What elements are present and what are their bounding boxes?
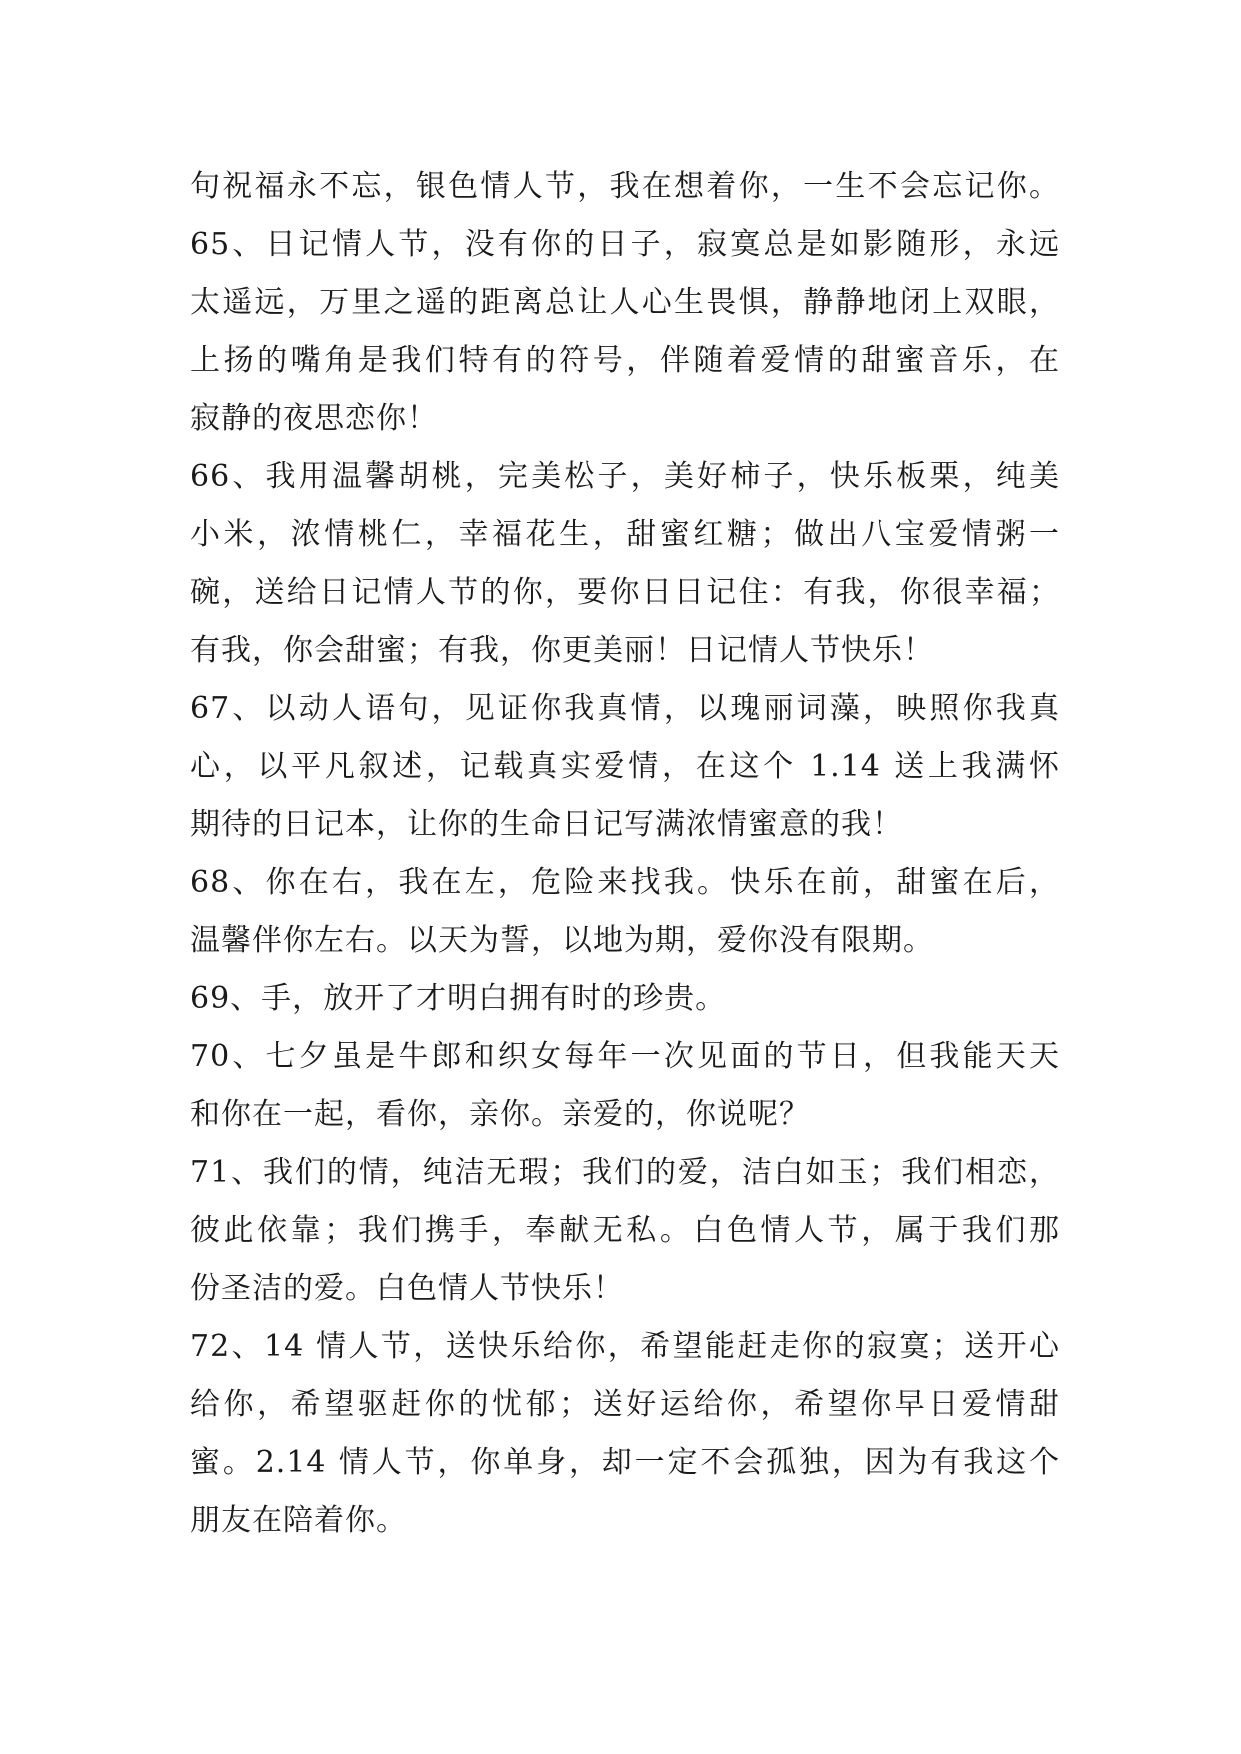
text-line: 朋友在陪着你。 [190,1503,407,1538]
text-line: 彼此依靠；我们携手，奉献无私。白色情人节，属于我们那 [190,1213,1060,1248]
text-line: 蜜。2.14 情人节，你单身，却一定不会孤独，因为有我这个 [190,1445,1060,1480]
text-line: 69、手，放开了才明白拥有时的珍贵。 [190,981,727,1016]
text-line: 65、日记情人节，没有你的日子，寂寞总是如影随形，永远 [190,227,1060,262]
text-line: 和你在一起，看你，亲你。亲爱的，你说呢？ [190,1097,810,1132]
text-line: 碗，送给日记情人节的你，要你日日记住：有我，你很幸福； [190,575,1060,610]
text-line: 小米，浓情桃仁，幸福花生，甜蜜红糖；做出八宝爱情粥一 [190,517,1060,552]
text-line: 太遥远，万里之遥的距离总让人心生畏惧，静静地闭上双眼， [190,285,1060,320]
text-line: 67、以动人语句，见证你我真情，以瑰丽词藻，映照你我真 [190,691,1060,726]
text-line: 给你，希望驱赶你的忧郁；送好运给你，希望你早日爱情甜 [190,1387,1060,1422]
text-line: 68、你在右，我在左，危险来找我。快乐在前，甜蜜在后， [190,865,1060,900]
text-line: 份圣洁的爱。白色情人节快乐！ [190,1271,624,1306]
text-line: 72、14 情人节，送快乐给你，希望能赶走你的寂寞；送开心 [190,1329,1060,1364]
text-line: 寂静的夜思恋你！ [190,401,438,436]
text-line: 71、我们的情，纯洁无瑕；我们的爱，洁白如玉；我们相恋， [190,1155,1060,1190]
text-line: 温馨伴你左右。以天为誓，以地为期，爱你没有限期。 [190,923,934,958]
text-line: 句祝福永不忘，银色情人节，我在想着你，一生不会忘记你。 [190,169,1060,204]
text-line: 有我，你会甜蜜；有我，你更美丽！日记情人节快乐！ [190,633,934,668]
text-line: 心，以平凡叙述，记载真实爱情，在这个 1.14 送上我满怀 [190,749,1060,784]
document-body [190,158,1060,1550]
text-line: 66、我用温馨胡桃，完美松子，美好柿子，快乐板栗，纯美 [190,459,1060,494]
text-line: 70、七夕虽是牛郎和织女每年一次见面的节日，但我能天天 [190,1039,1060,1074]
text-line: 期待的日记本，让你的生命日记写满浓情蜜意的我！ [190,807,903,842]
text-line: 上扬的嘴角是我们特有的符号，伴随着爱情的甜蜜音乐，在 [190,343,1060,378]
